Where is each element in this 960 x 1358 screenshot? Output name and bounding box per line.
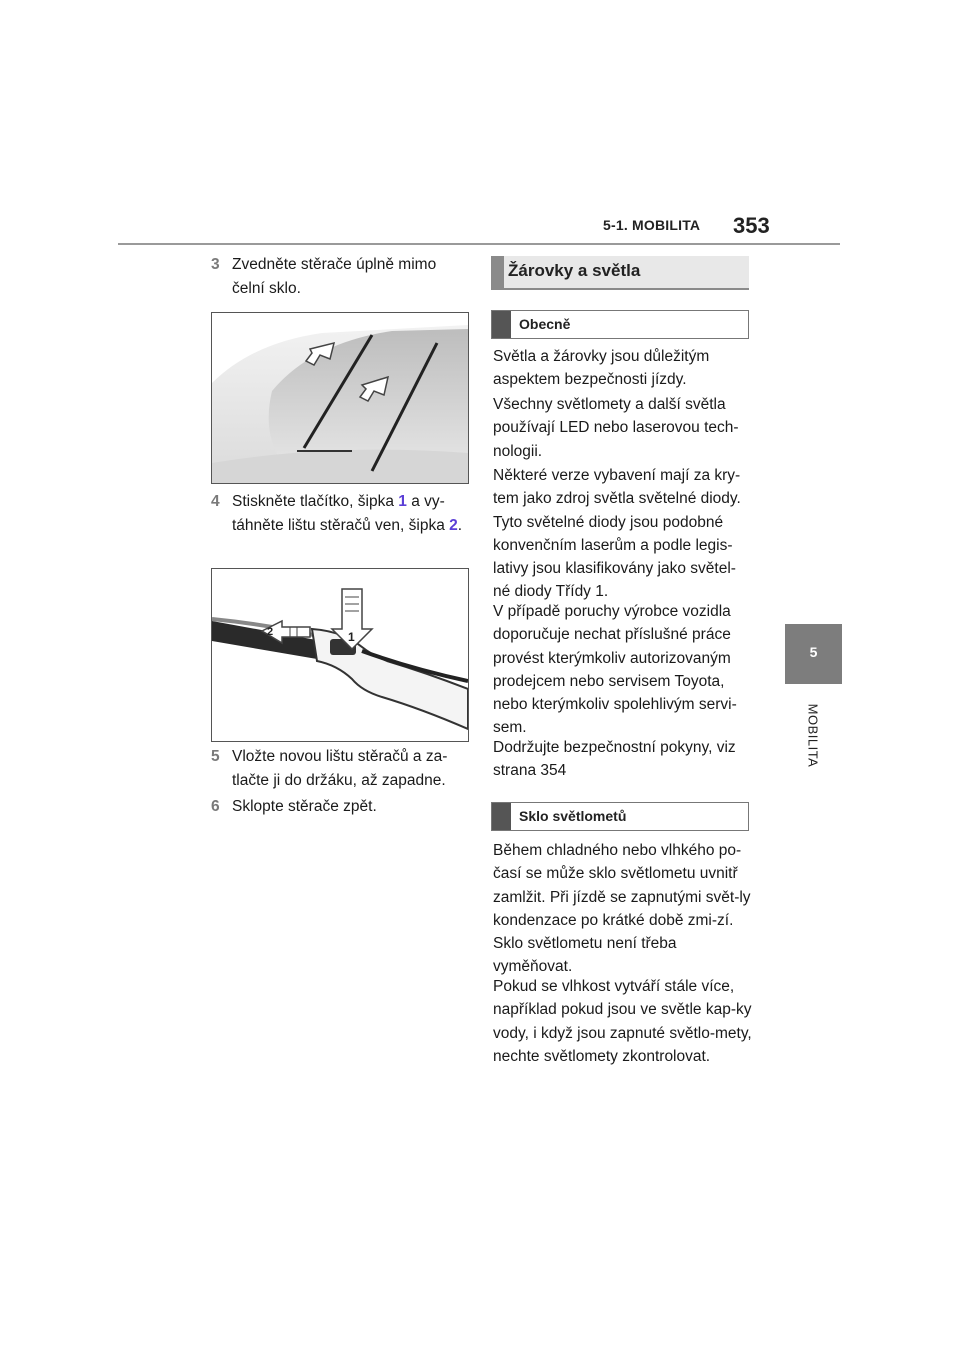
paragraph: Během chladného nebo vlhkého po-časí se může sklo světlometu uvnitř zamlžit. Při jízdě se zapnutými svět-ly kondenzace po krátké době zmi-zí. Sklo světlometu není třeba vyměňovat. <box>493 842 751 976</box>
step-5 <box>211 745 464 793</box>
wiper-lifted-drawing <box>212 313 468 483</box>
paragraph: Pokud se vlhkost vytváří stále více, například pokud jsou ve světle kap-ky vody, i když jsou zapnuté světlo-mety, nechte světlomety zkontrolovat. <box>493 978 752 1065</box>
paragraph: V případě poruchy výrobce vozidla doporučuje nechat příslušné práce provést kterýmkoliv autorizovaným prodejcem nebo servisem Toyota, nebo kterýmkoliv spolehlivým servi-sem. <box>493 603 737 737</box>
arrow-ref-2: 2 <box>449 517 458 534</box>
chapter-number: 5 <box>809 644 818 660</box>
step-text: Vložte novou lištu stěračů a za-tlačte ji do držáku, až zapadne. <box>232 748 448 789</box>
step-text: Zvedněte stěrače úplně mimo čelní sklo. <box>232 256 437 297</box>
step-6 <box>211 795 464 819</box>
page-number: 353 <box>733 213 770 238</box>
section-title: 5-1. MOBILITA <box>603 217 701 233</box>
section-heading <box>491 256 749 290</box>
wiper-blade-drawing <box>212 569 468 741</box>
wiper-blade-removal-illustration <box>211 568 469 742</box>
chapter-tab <box>785 624 842 684</box>
callout-1: 1 <box>348 630 355 644</box>
step-number: 4 <box>211 493 220 510</box>
paragraph: Některé verze vybavení mají za kry-tem jako zdroj světla světelné diody. Tyto světelné diody jsou podobné konvenčním laserům a podle legis-lativy jsou klasifikovány jako světel-né diody Třídy 1. <box>493 467 741 601</box>
heading-bar <box>491 256 504 290</box>
step-text <box>232 490 464 538</box>
paragraph: Světla a žárovky jsou důležitým aspektem bezpečnosti jízdy. <box>493 348 710 389</box>
header-divider <box>118 243 840 245</box>
subheading-bar <box>492 311 511 338</box>
subheading-headlight-glass <box>491 802 749 831</box>
step-number: 3 <box>211 256 220 273</box>
paragraph: Všechny světlomety a další světla používají LED nebo laserovou tech-nologii. <box>493 396 739 460</box>
callout-2: 2 <box>267 626 274 638</box>
section-heading-text: Žárovky a světla <box>508 261 641 280</box>
step-text-part: . <box>457 517 463 534</box>
step-number: 6 <box>211 798 220 815</box>
arrow-ref-1: 1 <box>398 493 407 510</box>
subheading-bar <box>492 803 511 830</box>
subheading-text: Sklo světlometů <box>519 808 627 824</box>
step-number: 5 <box>211 748 220 765</box>
chapter-label: MOBILITA <box>805 703 821 768</box>
step-4 <box>211 490 464 538</box>
subheading-text: Obecně <box>519 316 571 332</box>
subheading-general <box>491 310 749 339</box>
step-text: Sklopte stěrače zpět. <box>232 798 377 815</box>
wiper-lifted-illustration <box>211 312 469 484</box>
step-text-part: a vy-táhněte lištu stěračů ven, šipka <box>232 493 450 534</box>
step-3 <box>211 253 464 301</box>
step-text-part: Stiskněte tlačítko, šipka <box>232 493 399 510</box>
paragraph: Dodržujte bezpečnostní pokyny, viz strana 354 <box>493 739 736 780</box>
